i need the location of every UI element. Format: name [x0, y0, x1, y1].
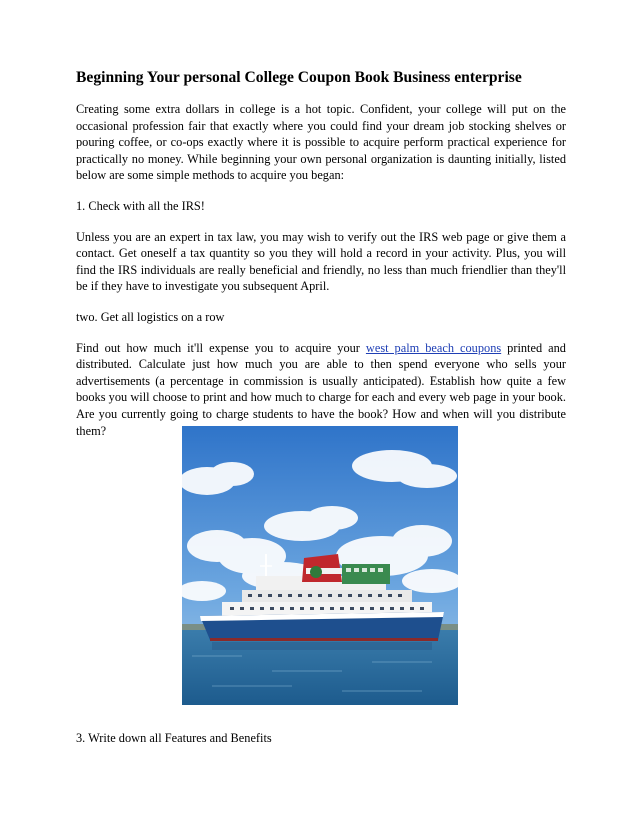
step2-text-after-link: printed and distributed. Calculate just how much you are able to then spend everyone who sells your advertisements (a percentage in commission is usually anticipated). Establish how quite a few books you will choose to print and how much to charge for each and every web page in your book. Are you currently going to charge students to have the book? How and when will you distribute them? [76, 340, 566, 438]
step2-heading: two. Get all logistics on a row [76, 309, 225, 324]
step2-text-before-link: Find out how much it'll expense you to acquire your [76, 340, 366, 355]
step3-heading: 3. Write down all Features and Benefits [76, 731, 272, 746]
step1-paragraph: Unless you are an expert in tax law, you may wish to verify out the IRS web page or give them a contact. Get oneself a tax quantity so you they will hold a record in your activity. Plus, you will find the IRS individuals are really beneficial and friendly, no less than much friendlier than they'll be if they have to investigate you subsequent April. [76, 229, 566, 294]
coupons-link[interactable]: west palm beach coupons [365, 340, 502, 355]
intro-paragraph: Creating some extra dollars in college is a hot topic. Confident, your college will put on the occasional profession fair that exactly where you could find your dream job stocking shelves or pouring coffee, or co-ops exactly where it is possible to acquire perform practical experience for practically no money. While beginning your own personal organization is daunting initially, listed below are some simple methods to acquire you began: [76, 102, 566, 183]
document-body [76, 68, 566, 453]
step2-paragraph [76, 340, 566, 440]
ship-illustration [182, 426, 458, 705]
ship-photo [182, 426, 458, 705]
step1-heading: 1. Check with all the IRS! [76, 198, 205, 213]
document-title: Beginning Your personal College Coupon Book Business enterprise [76, 69, 522, 86]
